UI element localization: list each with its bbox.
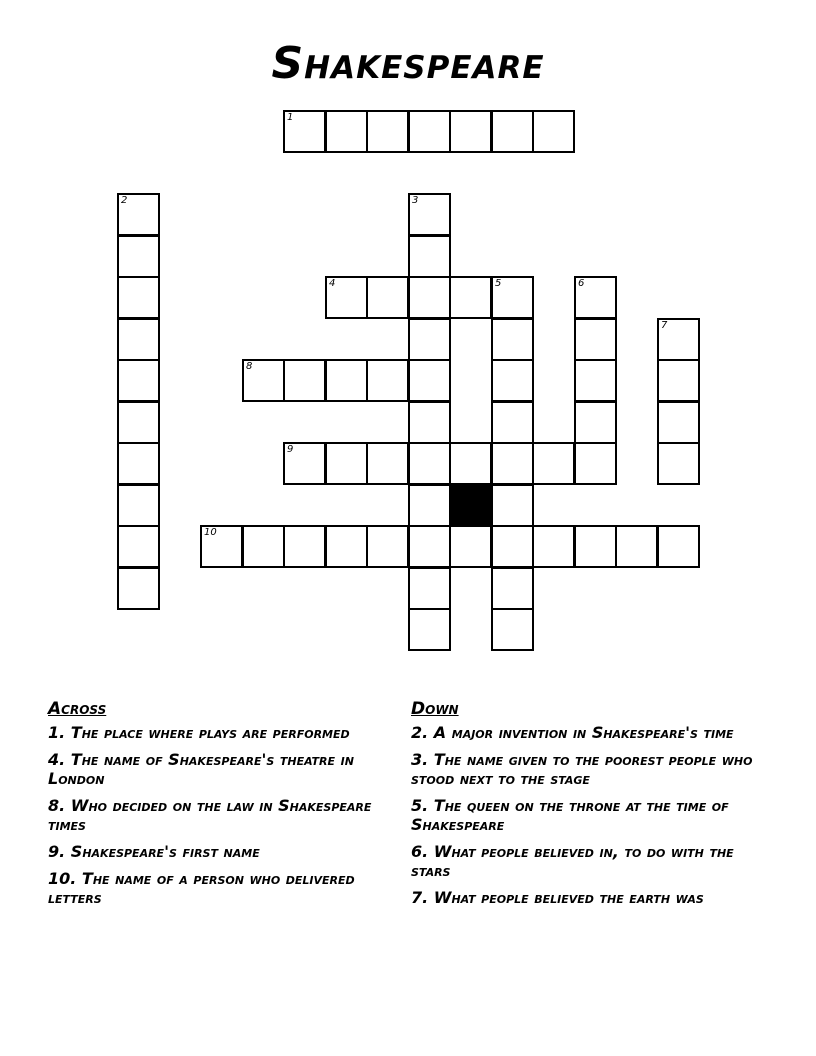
grid-cell[interactable] <box>491 359 534 402</box>
clue-number: 2. <box>411 723 429 742</box>
grid-cell[interactable] <box>449 525 492 568</box>
across-clue-4 <box>48 750 408 788</box>
clue-number-label: 3 <box>412 195 419 206</box>
grid-cell[interactable] <box>574 442 617 485</box>
grid-cell[interactable] <box>200 525 243 568</box>
grid-cell[interactable] <box>117 318 160 361</box>
clue-number-label: 5 <box>495 278 502 289</box>
grid-cell[interactable] <box>283 525 326 568</box>
grid-cell[interactable] <box>574 318 617 361</box>
down-heading: Down <box>411 699 459 719</box>
grid-cell[interactable] <box>117 235 160 278</box>
across-clue-1 <box>48 723 408 742</box>
clue-text: The name of Shakespeare's theatre in London <box>48 750 354 788</box>
grid-cell[interactable] <box>408 235 451 278</box>
grid-cell[interactable] <box>283 442 326 485</box>
clue-number: 4. <box>48 750 66 769</box>
black-square <box>449 484 492 527</box>
grid-cell[interactable] <box>325 442 368 485</box>
clue-number: 8. <box>48 796 66 815</box>
clue-number-label: 10 <box>204 527 217 538</box>
grid-cell[interactable] <box>408 193 451 236</box>
grid-cell[interactable] <box>366 276 409 319</box>
clue-number: 1. <box>48 723 66 742</box>
grid-cell[interactable] <box>491 442 534 485</box>
clue-text: What people believed the earth was <box>433 888 704 907</box>
clue-number-label: 7 <box>661 320 668 331</box>
grid-cell[interactable] <box>657 359 700 402</box>
clue-text: The name given to the poorest people who stood next to the stage <box>411 750 753 788</box>
grid-cell[interactable] <box>366 110 409 153</box>
across-clue-9 <box>48 842 408 861</box>
clue-text: Who decided on the law in Shakespeare times <box>48 796 372 834</box>
clue-number: 9. <box>48 842 66 861</box>
grid-cell[interactable] <box>657 318 700 361</box>
clue-number: 10. <box>48 869 77 888</box>
clue-text: What people believed in, to do with the stars <box>411 842 734 880</box>
grid-cell[interactable] <box>408 442 451 485</box>
grid-cell[interactable] <box>491 608 534 651</box>
grid-cell[interactable] <box>657 442 700 485</box>
grid-cell[interactable] <box>408 276 451 319</box>
grid-cell[interactable] <box>242 525 285 568</box>
down-clue-7 <box>411 888 771 907</box>
grid-cell[interactable] <box>657 401 700 444</box>
across-heading: Across <box>48 699 107 719</box>
grid-cell[interactable] <box>574 525 617 568</box>
grid-cell[interactable] <box>283 110 326 153</box>
across-clue-10 <box>48 869 408 907</box>
grid-cell[interactable] <box>117 276 160 319</box>
clue-number-label: 9 <box>287 444 294 455</box>
grid-cell[interactable] <box>574 401 617 444</box>
grid-cell[interactable] <box>408 608 451 651</box>
grid-cell[interactable] <box>532 110 575 153</box>
grid-cell[interactable] <box>325 276 368 319</box>
clue-text: The place where plays are performed <box>70 723 350 742</box>
grid-cell[interactable] <box>325 110 368 153</box>
clue-text: A major invention in Shakespeare's time <box>433 723 734 742</box>
clue-number: 7. <box>411 888 429 907</box>
down-clue-2 <box>411 723 771 742</box>
grid-cell[interactable] <box>491 525 534 568</box>
grid-cell[interactable] <box>117 525 160 568</box>
grid-cell[interactable] <box>117 401 160 444</box>
grid-cell[interactable] <box>283 359 326 402</box>
clue-number-label: 4 <box>329 278 336 289</box>
clue-number: 6. <box>411 842 429 861</box>
grid-cell[interactable] <box>325 359 368 402</box>
clue-number-label: 6 <box>578 278 585 289</box>
clue-number-label: 8 <box>246 361 253 372</box>
grid-cell[interactable] <box>449 442 492 485</box>
down-clue-6 <box>411 842 771 880</box>
grid-cell[interactable] <box>657 525 700 568</box>
grid-cell[interactable] <box>408 359 451 402</box>
clue-text: Shakespeare's first name <box>70 842 260 861</box>
grid-cell[interactable] <box>242 359 285 402</box>
down-clues <box>411 700 771 915</box>
grid-cell[interactable] <box>574 276 617 319</box>
grid-cell[interactable] <box>117 193 160 236</box>
grid-cell[interactable] <box>325 525 368 568</box>
down-clue-3 <box>411 750 771 788</box>
down-clue-5 <box>411 796 771 834</box>
grid-cell[interactable] <box>408 525 451 568</box>
grid-cell[interactable] <box>408 567 451 610</box>
grid-cell[interactable] <box>532 525 575 568</box>
clue-number: 3. <box>411 750 429 769</box>
grid-cell[interactable] <box>117 442 160 485</box>
grid-cell[interactable] <box>408 318 451 361</box>
grid-cell[interactable] <box>491 110 534 153</box>
clue-number: 5. <box>411 796 429 815</box>
puzzle-title: Shakespeare <box>271 38 545 89</box>
grid-cell[interactable] <box>366 525 409 568</box>
grid-cell[interactable] <box>491 484 534 527</box>
clue-text: The queen on the throne at the time of Shakespeare <box>411 796 729 834</box>
grid-cell[interactable] <box>449 276 492 319</box>
grid-cell[interactable] <box>449 110 492 153</box>
grid-cell[interactable] <box>574 359 617 402</box>
grid-cell[interactable] <box>491 401 534 444</box>
clue-number-label: 1 <box>287 112 294 123</box>
grid-cell[interactable] <box>366 359 409 402</box>
grid-cell[interactable] <box>117 359 160 402</box>
clue-text: The name of a person who delivered letters <box>48 869 355 907</box>
clue-number-label: 2 <box>121 195 128 206</box>
grid-cell[interactable] <box>532 442 575 485</box>
grid-cell[interactable] <box>408 110 451 153</box>
grid-cell[interactable] <box>491 276 534 319</box>
grid-cell[interactable] <box>117 484 160 527</box>
across-clues <box>48 700 408 915</box>
grid-cell[interactable] <box>408 401 451 444</box>
grid-cell[interactable] <box>491 567 534 610</box>
grid-cell[interactable] <box>408 484 451 527</box>
grid-cell[interactable] <box>615 525 658 568</box>
across-clue-8 <box>48 796 408 834</box>
grid-cell[interactable] <box>366 442 409 485</box>
grid-cell[interactable] <box>491 318 534 361</box>
grid-cell[interactable] <box>117 567 160 610</box>
